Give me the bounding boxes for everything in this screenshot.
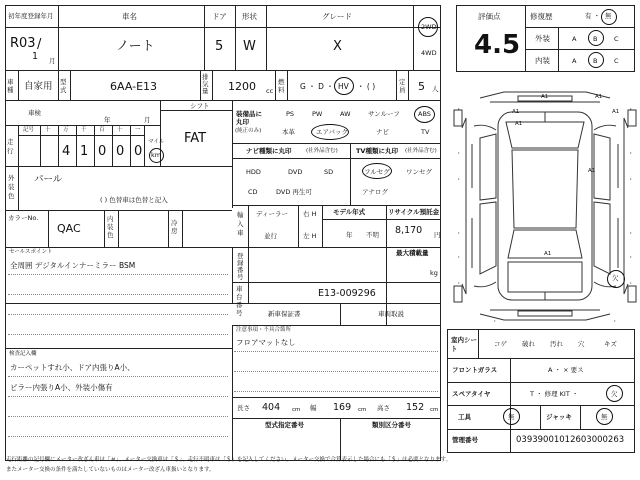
diagram-bullet-12: ・ (492, 319, 498, 325)
damage-mark: 欠 (612, 274, 619, 282)
equipment-item-0: PS (286, 110, 295, 118)
mileage-label: 走行 (7, 138, 14, 155)
mileage-digit-4: 0 (134, 144, 143, 159)
repair-history-none: 無 (605, 12, 612, 20)
mileage-header-3: 千 (81, 127, 87, 133)
diagram-bullet-13: ・ (612, 319, 618, 325)
class-number-label: 類別区分番号 (372, 421, 411, 429)
color-code-value: QAC (57, 222, 81, 235)
cooler-label: 冷房 (171, 219, 178, 235)
recycle-unit: 円 (434, 231, 441, 239)
equipment-item-row2-1: エアバック (316, 128, 348, 136)
equipment-abs: ABS (418, 110, 431, 118)
mileage-header-1: 十 (45, 127, 51, 133)
model-label: 車名 (122, 12, 137, 21)
diagram-mark-5: A1 (588, 168, 596, 174)
import-right-hand: 右 H (303, 210, 317, 218)
inspection-label: 車検 (28, 109, 41, 117)
navi-item-row2-1: DVD 再生可 (276, 188, 312, 196)
spare-tire-label: スペアタイヤ (452, 390, 491, 398)
import-parallel: 並行 (264, 232, 277, 240)
seat-item-2: 汚れ (550, 340, 563, 348)
diagram-bullet-2: ・ (456, 177, 462, 183)
seat-item-4: キズ (604, 340, 617, 348)
seat-item-3: 穴 (578, 340, 585, 348)
mileage-digit-1: 1 (80, 144, 89, 159)
diagram-mark-6: A1 (544, 251, 552, 257)
fuel-label: 燃料 (278, 78, 285, 94)
use-value: 自家用 (24, 81, 53, 92)
diagram-mark-4: A1 (515, 121, 523, 127)
width-label: 幅 (310, 404, 317, 412)
first-registration-slash: / (37, 37, 42, 52)
tv-title-note: (社外品含む) (405, 148, 437, 154)
model-value: ノート (116, 39, 155, 54)
sales-point-label: セールスポイント (9, 249, 53, 255)
mileage-unit-km: km (151, 151, 162, 159)
grade-value: X (333, 39, 342, 54)
navi-item-1: DVD (288, 168, 303, 176)
diagram-bullet-9: ・ (628, 231, 634, 237)
type-value: 6AA-E13 (110, 80, 158, 93)
type-designation-label: 型式指定番号 (265, 421, 304, 429)
navi-title: ナビ種類に丸印 (246, 147, 292, 155)
import-dealer: ディーラー (256, 210, 288, 218)
sales-point-line-0: 全周囲 デジタルインナーミラー BSM (10, 261, 136, 270)
mileage-unit-mile: マイル (148, 139, 165, 145)
diagram-mark-2: A1 (512, 109, 520, 115)
displacement-label: 排気量 (202, 73, 209, 95)
displacement-unit: cc (266, 87, 274, 95)
model-year-label: モデル年式 (333, 208, 366, 216)
height-label: 高さ (377, 404, 390, 412)
chassis-label: 車台番号 (236, 285, 243, 317)
mileage-header-6: 一 (135, 127, 141, 133)
diagram-bullet-6: ・ (628, 107, 634, 113)
diagram-mark-3: A1 (612, 109, 620, 115)
exterior-grade-a: A (572, 35, 577, 43)
mileage-header-2: 万 (63, 127, 69, 133)
first-registration-year: R03 (10, 36, 36, 51)
diagram-mark-1: A1 (595, 94, 603, 100)
navi-title-note: (社外品含む) (306, 148, 338, 154)
length-unit: cm (292, 407, 301, 413)
recycle-label: リサイクル預託金 (388, 208, 440, 216)
max-load-label: 最大積載量 (396, 249, 429, 257)
diagram-bullet-3: ・ (456, 231, 462, 237)
length-value: 404 (262, 402, 281, 413)
glass-label: フロントガラス (452, 366, 498, 374)
navi-item-row2-0: CD (248, 188, 258, 196)
fuel-rest: ・ ( ) (357, 82, 376, 91)
chassis-value: E13-009296 (318, 288, 376, 299)
use-label: 車種 (7, 78, 14, 94)
navi-item-0: HDD (246, 168, 261, 176)
width-unit: cm (358, 407, 367, 413)
first-registration-month-unit: 月 (49, 57, 56, 65)
caution-label: 注意事項・不具合箇所 (236, 327, 292, 333)
interior-grade-label: 内装 (535, 56, 550, 65)
warranty-new-car: 新車保証書 (268, 310, 301, 318)
color-code-label: カラーNo. (8, 214, 39, 222)
capacity-label: 定員 (399, 78, 406, 94)
import-label: 輸入車 (237, 211, 244, 237)
shift-label: シフト (190, 102, 210, 110)
mileage-digit-0: 4 (62, 144, 71, 159)
glass-value: A ・ × 要ス (548, 366, 584, 374)
grade-label: グレード (322, 12, 352, 21)
spare-tire-none: 欠 (611, 390, 618, 398)
score-value: 4.5 (474, 30, 521, 60)
score-label: 評価点 (478, 12, 501, 21)
jack-value: 無 (601, 413, 608, 421)
diagram-bullet-10: ・ (628, 255, 634, 261)
tv-fullseg-circle (362, 163, 392, 179)
equipment-item-row2-3: TV (421, 128, 430, 136)
drive-4wd: 4WD (421, 49, 437, 57)
diagram-bullet-5: ・ (456, 281, 462, 287)
mileage-digit-3: 0 (116, 144, 125, 159)
diagram-bullet-4: ・ (456, 255, 462, 261)
color-value: パール (34, 174, 63, 185)
interior-grade-b: B (593, 57, 598, 65)
tv-title: TV種類に丸印 (356, 147, 398, 155)
tv-item-1: ワンセグ (406, 168, 432, 176)
type-label: 型式 (60, 78, 67, 94)
first-registration-label: 初年度登録年月 (8, 12, 54, 20)
inspector-line-1: ピラー内張りA小、外装小傷有 (10, 383, 113, 392)
import-left-hand: 左 H (303, 232, 317, 240)
management-number-value: 03939001012603000263 (516, 435, 625, 445)
capacity-unit: 人 (432, 85, 439, 93)
height-unit: cm (430, 407, 439, 413)
diagram-bullet-8: ・ (628, 177, 634, 183)
repair-history-label: 修復歴 (530, 12, 553, 21)
fuel-hv: HV (338, 82, 349, 91)
inspection-year-label: 年 (104, 116, 111, 124)
tv-item-row2-0: アナログ (362, 188, 388, 196)
tv-item-0: フルセグ (364, 168, 390, 176)
inspector-line-0: カーペットすれ小、ドア内張りA小、 (10, 363, 135, 372)
width-value: 169 (333, 402, 352, 413)
tools-value: 無 (508, 413, 515, 421)
diagram-mark-0: A1 (541, 94, 549, 100)
inspector-label: 検査記入欄 (9, 351, 37, 357)
footer-note-1: 走行距離の記号欄にメーター改ざん車は「＃」、メーター交換車は「＄」、走行不明車は「＄」を記入してください。メーター交換で合算表示した場合にも「＄」は必要となります。 (6, 457, 452, 463)
doors-label: ドア (212, 12, 227, 21)
mileage-header-0: 記号 (23, 127, 35, 133)
doors-value: 5 (215, 39, 224, 54)
seat-label: 室内シート (451, 336, 477, 353)
first-registration-month: 1 (32, 51, 39, 62)
spare-tire-value: T ・ 修理 KIT ・ (530, 390, 579, 398)
diagram-bullet-11: ・ (628, 281, 634, 287)
equipment-airbag-circle (311, 124, 349, 140)
equipment-title: 装備品に丸印 (236, 110, 262, 126)
capacity-value: 5 (418, 80, 425, 93)
height-value: 152 (406, 402, 425, 413)
model-year-year: 年 (346, 231, 353, 239)
shape-label: 形状 (242, 12, 257, 21)
caution-line-0: フロアマットなし (236, 338, 296, 347)
max-load-unit: kg (430, 269, 438, 277)
recycle-value: 8,170 (395, 225, 423, 236)
equipment-item-3: サンルーフ (368, 110, 400, 118)
mileage-header-5: 十 (117, 127, 123, 133)
equipment-item-1: PW (312, 110, 323, 118)
interior-grade-a: A (572, 57, 577, 65)
registration-number-label: 登録番号 (237, 252, 244, 281)
tools-label: 工具 (458, 413, 471, 421)
exterior-grade-label: 外装 (535, 34, 550, 43)
equipment-item-2: AW (340, 110, 351, 118)
seat-item-0: コゲ (494, 340, 507, 348)
exterior-grade-c: C (614, 35, 619, 43)
mileage-digit-2: 0 (98, 144, 107, 159)
seat-item-1: 破れ (522, 340, 535, 348)
fuel-options: G ・ D ・ (300, 82, 334, 91)
mileage-header-4: 百 (99, 127, 105, 133)
diagram-bullet-0: ・ (456, 107, 462, 113)
shift-value: FAT (184, 131, 207, 146)
diagram-bullet-1: ・ (456, 151, 462, 157)
model-year-unknown: 不明 (366, 231, 379, 239)
interior-grade-c: C (614, 57, 619, 65)
color-paren-note: ( ) 色替車は色替と記入 (100, 196, 168, 204)
equipment-item-row2-2: ナビ (376, 128, 389, 136)
diagram-bullet-7: ・ (628, 151, 634, 157)
exterior-grade-b: B (593, 35, 598, 43)
inspection-month-label: 月 (144, 116, 151, 124)
displacement-value: 1200 (228, 80, 256, 93)
drive-2wd: 2WD (421, 23, 437, 31)
jack-label: ジャッキ (546, 413, 572, 421)
car-damage-diagram (450, 88, 640, 324)
equipment-sub: (純正のみ) (235, 128, 262, 134)
shape-value: W (243, 39, 256, 54)
management-number-label: 管理番号 (452, 436, 478, 444)
color-label: 外装色 (8, 174, 15, 200)
interior-color-label: 内装色 (107, 215, 114, 239)
repair-history-options: 有 ・ (585, 12, 601, 20)
length-label: 長さ (237, 404, 250, 412)
footer-note-2: またメーター交換の条件を満たしていないものはメーター改ざん車扱いとなります。 (6, 467, 215, 473)
navi-item-2: SD (324, 168, 334, 176)
equipment-item-row2-0: 本革 (282, 128, 295, 136)
warranty-manual: 車両取説 (378, 310, 404, 318)
